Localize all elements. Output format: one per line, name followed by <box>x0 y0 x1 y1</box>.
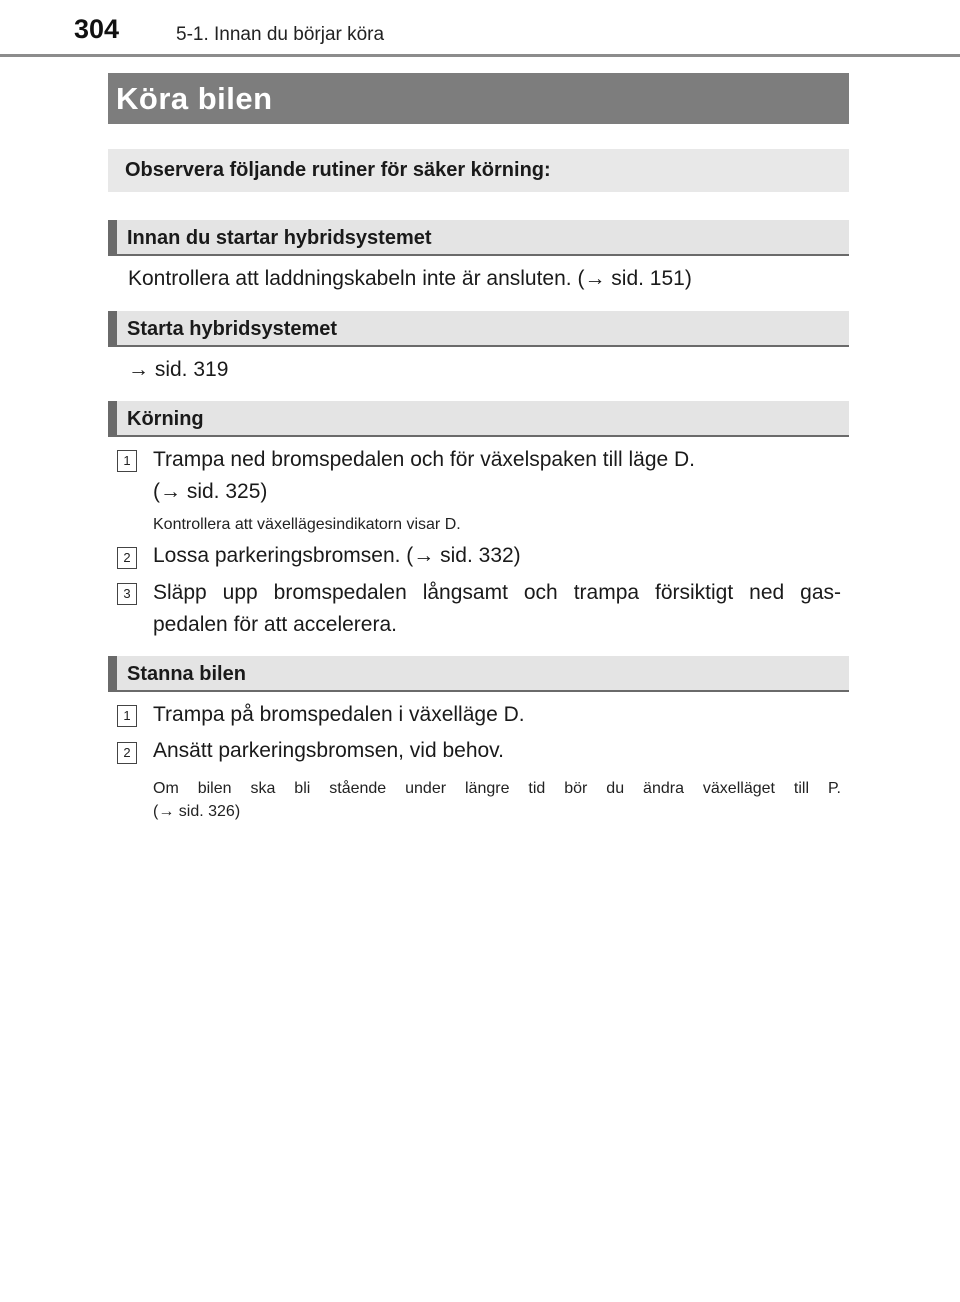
step-line: Ansätt parkeringsbromsen, vid behov. <box>153 739 504 762</box>
step-line: pedalen för att accelerera. <box>153 613 397 636</box>
note-line: (→ sid. 326) <box>153 803 241 820</box>
driving-step-1-note: Kontrollera att växellägesindikatorn visar D. <box>153 516 461 533</box>
subhead-label: Innan du startar hybridsystemet <box>127 227 432 249</box>
stop-step-2 <box>153 735 841 767</box>
subhead-start-system <box>108 311 849 347</box>
step-number-badge: 2 <box>117 547 137 569</box>
subhead-label: Starta hybridsystemet <box>127 318 338 340</box>
step-line: (→ sid. 325) <box>153 480 268 503</box>
page-number: 304 <box>74 14 120 44</box>
intro-text: Observera följande rutiner för säker körning: <box>125 159 551 181</box>
page-title-bar <box>108 73 849 124</box>
step-line: Trampa på bromspedalen i växelläge D. <box>153 703 525 726</box>
stop-step-2-note <box>153 777 841 823</box>
intro-box <box>108 149 849 192</box>
section-title: 5-1. Innan du börjar köra <box>176 24 385 45</box>
header-divider <box>0 54 960 57</box>
driving-step-1 <box>153 444 841 508</box>
step-line: Lossa parkeringsbromsen. (→ sid. 332) <box>153 544 521 567</box>
step-line: Släpp upp bromspedalen långsamt och trampa försiktigt ned gas- <box>153 581 841 604</box>
subhead-label: Körning <box>127 408 204 430</box>
stop-step-1 <box>153 699 841 731</box>
step-number-badge: 1 <box>117 705 137 727</box>
driving-step-3 <box>153 577 841 641</box>
subhead-label: Stanna bilen <box>127 663 246 685</box>
subhead-driving <box>108 401 849 437</box>
before-start-text: Kontrollera att laddningskabeln inte är ansluten. (→ sid. 151) <box>128 267 692 290</box>
step-number-badge: 2 <box>117 742 137 764</box>
note-line: Om bilen ska bli stående under längre tid bör du ändra växelläget till P. <box>153 780 841 797</box>
subhead-stop <box>108 656 849 692</box>
step-line: Trampa ned bromspedalen och för växelspaken till läge D. <box>153 448 696 471</box>
start-system-text: → sid. 319 <box>128 358 229 381</box>
step-number-badge: 3 <box>117 583 137 605</box>
driving-step-2 <box>153 540 841 572</box>
page-title: Köra bilen <box>116 81 273 116</box>
subhead-before-start <box>108 220 849 256</box>
step-number-badge: 1 <box>117 450 137 472</box>
